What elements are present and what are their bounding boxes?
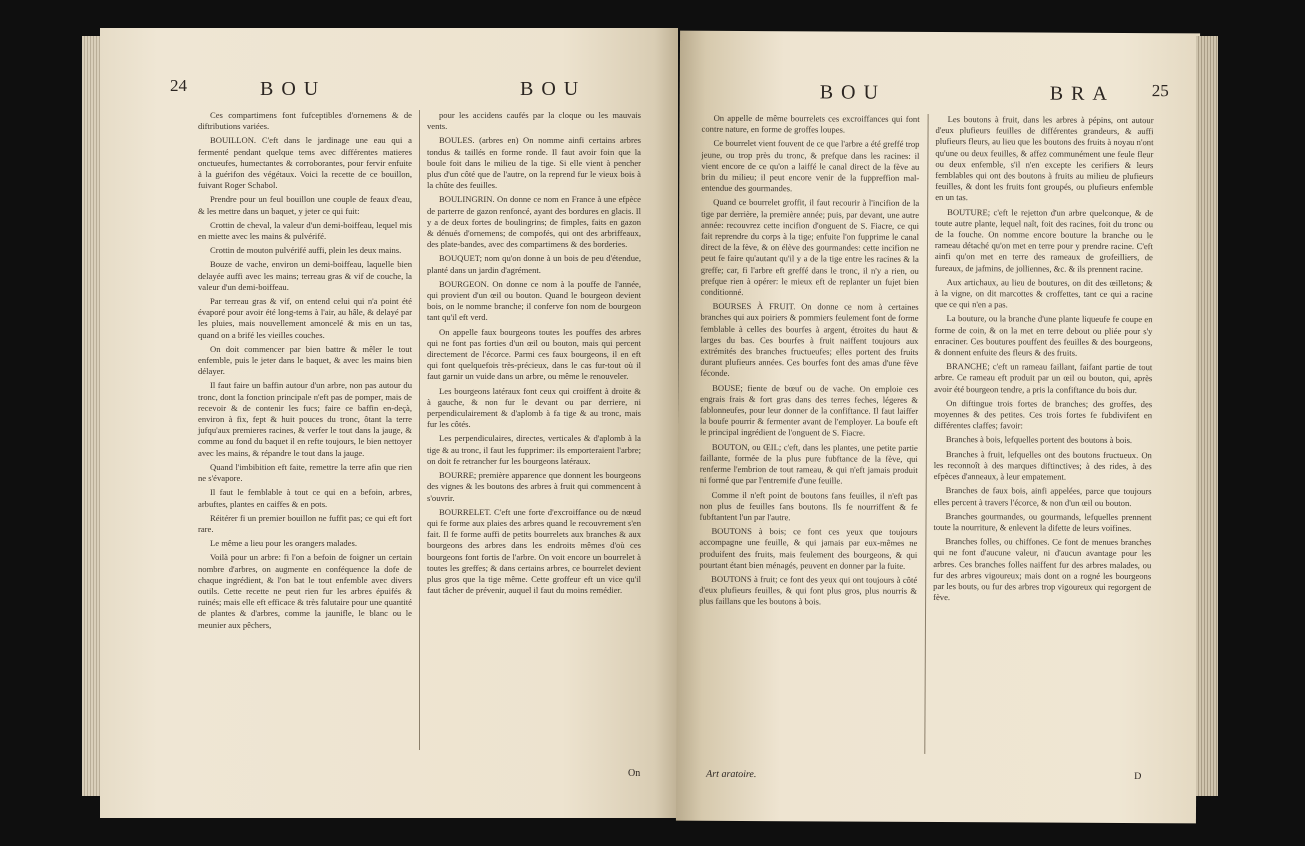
page-edges-right (1196, 36, 1218, 796)
column-rule (419, 110, 420, 750)
text-column-left (198, 110, 412, 634)
paragraph: Prendre pour un feul bouillon une couple de feaux d'eau, & les mettre dans un baquet, y jeter ce qui fuit: (198, 194, 412, 216)
paragraph: BOULINGRIN. On donne ce nom en France à une efpèce de parterre de gazon renfoncé, ayant des bordures en glacis. Il y a de deux fortes de boulingrins; de fimples, faits en gazon & dénués d'ornemens; de compofés, qui ont des arbriffeaux, des plate-bandes, avec des compartimens & des borderies. (427, 194, 641, 250)
paragraph: BOUTON, ou ŒIL; c'eft, dans les plantes, une petite partie faillante, formée de la plus pure fubftance de la fève, qui renferme l'embrion de tout rameau, & qui n'eft jamais produit ni formé que par l'entremife d'une feuille. (699, 441, 918, 486)
paragraph: BOULES. (arbres en) On nomme ainfi certains arbres tondus & taillés en forme ronde. Il faut avoir foin que la boule foit dans le milieu de la tige. Si elle vient à pencher plus d'un côté que de l'autre, on la reprend fur le vieux bois à la chûte des feuilles. (427, 135, 641, 191)
signature-mark: D (1134, 771, 1142, 783)
text-column-left (699, 113, 920, 612)
page-edges-left (82, 36, 102, 796)
text-column-right (933, 114, 1154, 607)
catchword: On (628, 768, 641, 779)
paragraph: BOUSE; fiente de bœuf ou de vache. On emploie ces engrais frais & fort gras dans des terres feches, légeres & fablonneufes, pour leur donner de la confiftance. Il faut laiffer la boufe pourrir & fermenter avant de l'employer. La boufe eft le principal ingrédient de l'onguent de S. Fiacre. (699, 382, 919, 439)
paragraph: Ce bourrelet vient fouvent de ce que l'arbre a été greffé trop jeune, ou trop près du tronc, & prefque dans les racines: il vient encore de ce qu'on a laiffé le canal direct de la fève au brin du milieu; il peut encore venir de la fuppreffion mal-entendue des gourmandes. (701, 138, 920, 194)
paragraph: Les bourgeons latéraux font ceux qui croiffent à droite & à gauche, & non fur le devant ou par derriere, ni perpendiculairement & d'aplomb à fa tige & au tronc, mais fur les côtés. (427, 385, 641, 430)
paragraph: Il faut faire un baffin autour d'un arbre, non pas autour du tronc, dont la fonction principale n'eft pas de pomper, mais de recevoir & de contenir les fucs; faire ce baffin en-deçà, environ à fix, fept & huit pouces du tronc, ôtant la terre jufqu'aux premieres racines, & verfer le tout dans la jauge, & comme au fond du baquet il en refte toujours, le bien nettoyer avec les mains, & répandre le tout dans la jauge. (198, 380, 412, 458)
page-number: 24 (170, 76, 187, 95)
right-page (676, 31, 1200, 824)
paragraph: Les boutons à fruit, dans les arbres à pépins, ont autour d'eux plufieurs feuilles de différentes grandeurs, & auffi plufieurs fleurs, au lieu que les boutons des fruits à noyau n'ont qu'une ou deux feuilles, & affez communément une feule fleur ou deux enfemble, s'il n'en excepte les cerifiers & leurs femblables qui ont des boutons à fruits au milieu de plufieurs feuilles, & dont les fruits font groupés, ou plufieurs enfemble en un tas. (935, 114, 1154, 203)
paragraph: BOURSES À FRUIT. On donne ce nom à certaines branches qui aux poiriers & pommiers feulement font de forme femblable à celles des bourfes à argent, étroites du haut & larges du bas. Ces bourfes à fruit naiffent toujours aux extrémités des branches fructueufes; elles portent des fruits durant plufieurs années. Ces bourfes font des amas d'une fève féconde. (700, 301, 919, 379)
paragraph: BOUQUET; nom qu'on donne à un bois de peu d'étendue, planté dans un jardin d'agrément. (427, 253, 641, 275)
left-page (100, 28, 678, 818)
paragraph: Ces compartimens font fufceptibles d'ornemens & de diftributions variées. (198, 110, 412, 132)
running-head-right: BOU (520, 78, 587, 100)
paragraph: BOURGEON. On donne ce nom à la pouffe de l'année, qui provient d'un œil ou bouton. Quand le bourgeon devient bois, on le nomme branche; il conferve fon nom de bourgeon tant qu'il eft verd. (427, 278, 641, 323)
paragraph: BOURRELET. C'eft une forte d'excroiffance ou de nœud qui fe forme aux plaies des arbres quand le recouvrement s'en fait. Il fe forme auffi de petits bourrelets aux branches & aux bourgeons des arbres dans les endroits mêmes d'où ces bourgeons font fortis de l'arbre. On voit encore un bourrelet à toutes les greffes; & dans certains arbres, ce bourrelet devient plus gros que la tige même. Cette groffeur eft un vice qu'il faut tâcher de prévenir, auquel il faut du moins remédier. (427, 506, 641, 596)
paragraph: Par terreau gras & vif, on entend celui qui n'a point été évaporé pour avoir été long-tems à l'air, au hâle, & delayé par les pluies, mais nouvellement amoncelé & mis en un tas, quand on a brifé les vieilles couches. (198, 296, 412, 340)
paragraph: Comme il n'eft point de boutons fans feuilles, il n'eft pas non plus de feuilles fans boutons. Ils fe nourriffent & fe fubftantent l'un par l'autre. (699, 489, 918, 523)
paragraph: BOURRE; première apparence que donnent les bourgeons des vignes & les boutons des arbres à fruit qui commencent à s'ouvrir. (427, 470, 641, 503)
paragraph: Les perpendiculaires, directes, verticales & d'aplomb à la tige & au tronc, il faut les fupprimer: ils emporteraient l'arbre; on doit fe retrancher fur les bourgeons latéraux. (427, 433, 641, 466)
paragraph: BOUILLON. C'eft dans le jardinage une eau qui a fermenté pendant quelque tems avec différentes matieres onctueufes, humectantes & corroborantes, pour fervir enfuite à la guérifon des végétaux. Voici la recette de ce bouillon, fuivant Roger Schabol. (198, 135, 412, 191)
paragraph: Bouze de vache, environ un demi-boiffeau, laquelle bien delayée auffi avec les mains; terreau gras & vif de couche, la valeur d'un demi-boiffeau. (198, 259, 412, 292)
paragraph: Branches gourmandes, ou gourmands, lefquelles prennent toute la nourriture, & enlevent la difette de leurs voifines. (933, 510, 1152, 533)
paragraph: On doit commencer par bien battre & mêler le tout enfemble, puis le jeter dans le baquet, & avec les mains bien délayer. (198, 343, 412, 377)
paragraph: Branches à bois, lefquelles portent des boutons à bois. (945, 434, 1133, 446)
footnote: Art aratoire. (706, 768, 757, 781)
paragraph: Branches de faux bois, ainfi appelées, parce que toujours elles percent à travers l'écorce, & non d'un œil ou bouton. (933, 485, 1152, 508)
paragraph: Quand l'imbibition eft faite, remettre la terre afin que rien ne s'évapore. (198, 461, 412, 484)
paragraph: pour les accidens caufés par la cloque ou les mauvais vents. (427, 110, 641, 132)
paragraph: Le même a lieu pour les orangers malades. (210, 538, 357, 549)
paragraph: Branches à fruit, lefquelles ont des boutons fructueux. On les reconnoît à des marques diftinctives; à des rides, à des efpèces d'anneaux, à leur empatement. (933, 448, 1152, 482)
column-rule (924, 114, 928, 754)
paragraph: La bouture, ou la branche d'une plante liqueufe fe coupe en forme de coin, & on la met en terre debout ou pliée pour s'y enraciner. Ces boutures pouffent des feuilles & des bourgeons, & donnent enfuite des fleurs & des fruits. (934, 313, 1153, 358)
paragraph: Il faut le femblable à tout ce qui en a befoin, arbres, arbuftes, plantes en caiffes & en pots. (198, 487, 412, 509)
paragraph: BRANCHE; c'eft un rameau faillant, faifant partie de tout arbre. Ce rameau eft produit par un œil ou bouton, qui, après avoir été bourgeon tendre, a pris la confiftance du bois dur. (934, 361, 1153, 395)
paragraph: Branches folles, ou chiffones. Ce font de menues branches qui ne font d'aucune valeur, ni d'aucun avantage pour les arbres. Ces branches folles naiffent fur des arbres malades, ou fur des arbres vigoureux; mais dont on a rogné les bourgeons par les bouts, ou fur des arbres trop vigoureux qui regorgent de fève. (933, 536, 1152, 603)
running-head-left: BOU (819, 81, 887, 104)
paragraph: Quand ce bourrelet groffit, il faut recourir à l'incifion de la tige par derrière, la première année; puis, par devant, une autre année: recouvrez cette incifion d'onguent de S. Fiacre, ce qui fait reprendre du corps à la tige; enfuite l'on fupprime le canal direct de la fève, & on élève des gourmandes: cette incifion ne peut fe faire qu'autant qu'il y a de la tige entre les racines & la greffe; car, fi l'arbre eft greffé dans le tronc, il n'y a rien, ou prefque rien à opérer: le mieux eft de replanter un fujet bien conditionné. (700, 197, 920, 298)
paragraph: On appelle faux bourgeons toutes les pouffes des arbres qui ne font pas forties d'un œil ou bouton, mais qui percent directement de l'écorce. Parmi ces faux bourgeons, il en eft qui font quelquefois très-précieux, dans le cas fur-tout où il faut garnir un vuide dans un arbre, ou même le renouveler. (427, 326, 641, 382)
paragraph: Crottin de cheval, la valeur d'un demi-boiffeau, lequel mis en miette avec les mains & pulvérifé. (198, 219, 412, 242)
paragraph: On appelle de même bourrelets ces excroiffances qui font contre nature, en forme de groffes loupes. (701, 112, 920, 135)
paragraph: BOUTONS à bois; ce font ces yeux que toujours accompagne une feuille, & qui jamais par eux-mêmes ne produifent des fruits, mais feulement des bourgeons, & qui pourtant étant bien ménagés, peuvent en donner par la fuite. (699, 525, 918, 571)
running-head: BOU (260, 78, 327, 100)
paragraph: Voilà pour un arbre: fi l'on a befoin de foigner un certain nombre d'arbres, on augmente en conféquence la dofe de chaque ingrédient, & l'on bat le tout enfemble avec divers outils. Cette recette ne peut rien fur les arbres épuifés & ruinés; mais elle eft efficace & très falutaire pour une quantité de plantes & d'arbres, comme la jaunifle, le blanc ou le meunier aux pêchers, (198, 552, 412, 630)
page-number: 25 (1151, 81, 1169, 101)
text-column-right (427, 110, 641, 599)
paragraph: BOUTURE; c'eft le rejetton d'un arbre quelconque, & de toute autre plante, lequel naît, foit des racines, foit du tronc ou de la fouche. On nomme encore bouture la branche ou le rameau détaché qu'on met en terre pour y prendre racine. C'eft ainfi qu'on met en terre des rameaux de grofeilliers, de fureaux, de jafmins, de jolliennes, &c. & ils prennent racine. (934, 206, 1154, 274)
paragraph: Crottin de mouton pulvérifé auffi, plein les deux mains. (210, 245, 402, 256)
paragraph: Réitérer fi un premier bouillon ne fuffit pas; ce qui eft fort rare. (198, 512, 412, 534)
running-head-right: BRA (1049, 82, 1115, 105)
paragraph: On diftingue trois fortes de branches; des groffes, des moyennes & des petites. Ces trois fortes fe fubdivifent en différentes claffes; favoir: (933, 397, 1153, 431)
paragraph: BOUTONS à fruit; ce font des yeux qui ont toujours à côté d'eux plufieurs feuilles, & qui font plus gros, plus nourris & plus faillans que les boutons à bois. (699, 573, 918, 607)
paragraph: Aux artichaux, au lieu de boutures, on dit des œilletons; & à la vigne, on dit marcottes & croffettes, tant ce qui a racine que ce qui n'en a pas. (934, 276, 1153, 310)
